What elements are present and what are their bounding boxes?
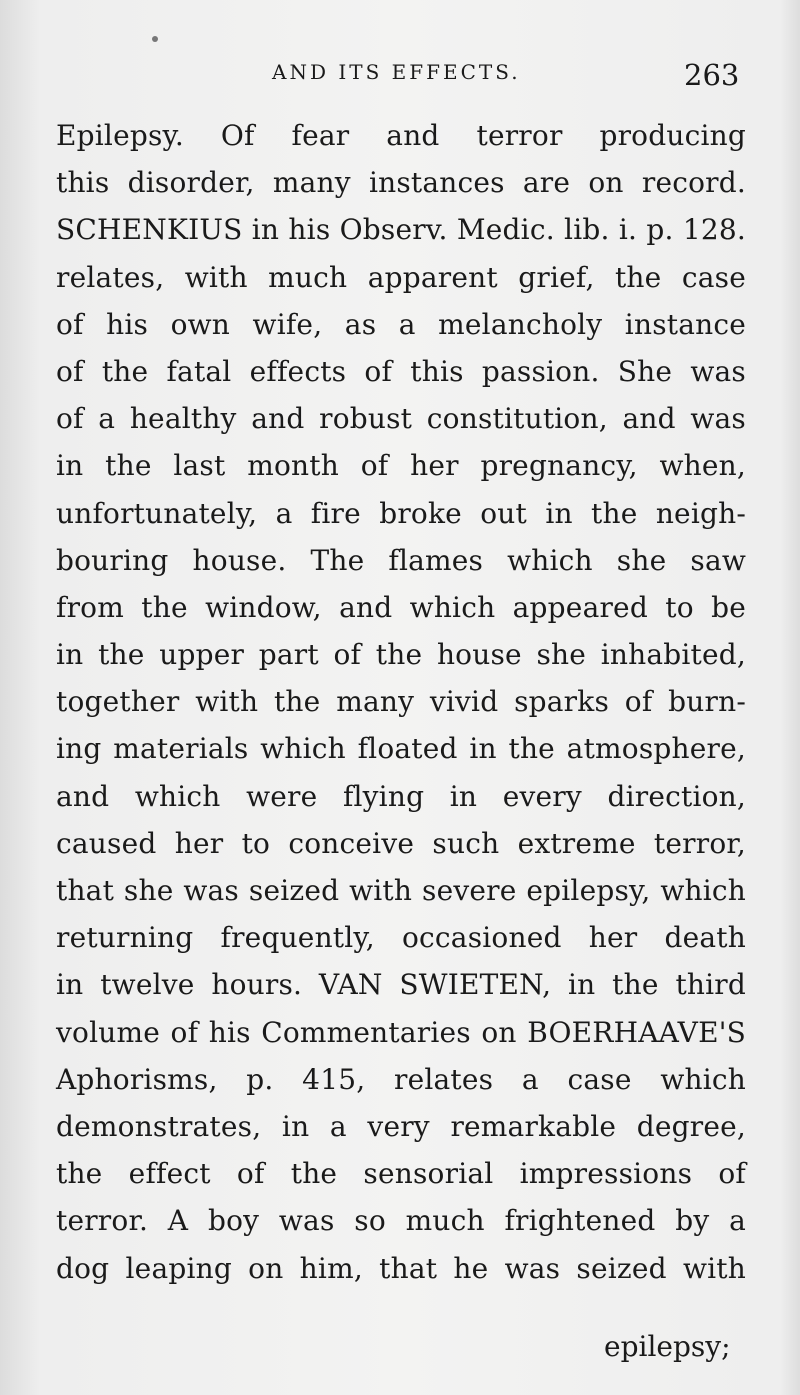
text-line: in the upper part of the house she inhabited, xyxy=(56,638,746,672)
text-line: dog leaping on him, that he was seized with xyxy=(56,1251,746,1285)
text-line: together with the many vivid sparks of burn- xyxy=(56,685,746,719)
text-line: of the fatal effects of this passion. She was xyxy=(56,354,746,388)
text-line: and which were flying in every direction, xyxy=(56,779,746,813)
text-line: that she was seized with severe epilepsy, which xyxy=(56,874,746,907)
body-text xyxy=(56,112,746,1292)
catchword: epilepsy; xyxy=(604,1330,731,1363)
text-line: from the window, and which appeared to be xyxy=(56,590,746,624)
text-line: returning frequently, occasioned her death xyxy=(56,921,746,955)
text-line: in the last month of her pregnancy, when, xyxy=(56,449,746,483)
text-line: demonstrates, in a very remarkable degree, xyxy=(56,1109,746,1143)
text-line: volume of his Commentaries on BOERHAAVE'S xyxy=(56,1015,746,1049)
text-line: the effect of the sensorial impressions of xyxy=(56,1157,746,1191)
text-line: bouring house. The flames which she saw xyxy=(56,543,746,577)
text-line: caused her to conceive such extreme terror, xyxy=(56,826,746,860)
text-line: Aphorisms, p. 415, relates a case which xyxy=(56,1062,746,1096)
text-line: Epilepsy. Of fear and terror producing xyxy=(56,119,746,152)
text-line: in twelve hours. VAN SWIETEN, in the third xyxy=(56,968,746,1002)
text-line: terror. A boy was so much frightened by a xyxy=(56,1204,746,1238)
running-head: AND ITS EFFECTS. xyxy=(272,60,521,84)
text-line: of a healthy and robust constitution, and was xyxy=(56,402,746,436)
text-line: of his own wife, as a melancholy instance xyxy=(56,307,746,341)
text-line: ing materials which floated in the atmosphere, xyxy=(56,732,746,766)
text-line: unfortunately, a fire broke out in the neigh- xyxy=(56,496,746,530)
page-number: 263 xyxy=(684,58,740,92)
ink-speck xyxy=(152,36,158,42)
text-line: SCHENKIUS in his Observ. Medic. lib. i. p. 128. xyxy=(56,213,746,247)
text-line: this disorder, many instances are on record. xyxy=(56,166,746,200)
page-header xyxy=(0,58,800,98)
text-line: relates, with much apparent grief, the case xyxy=(56,260,746,294)
